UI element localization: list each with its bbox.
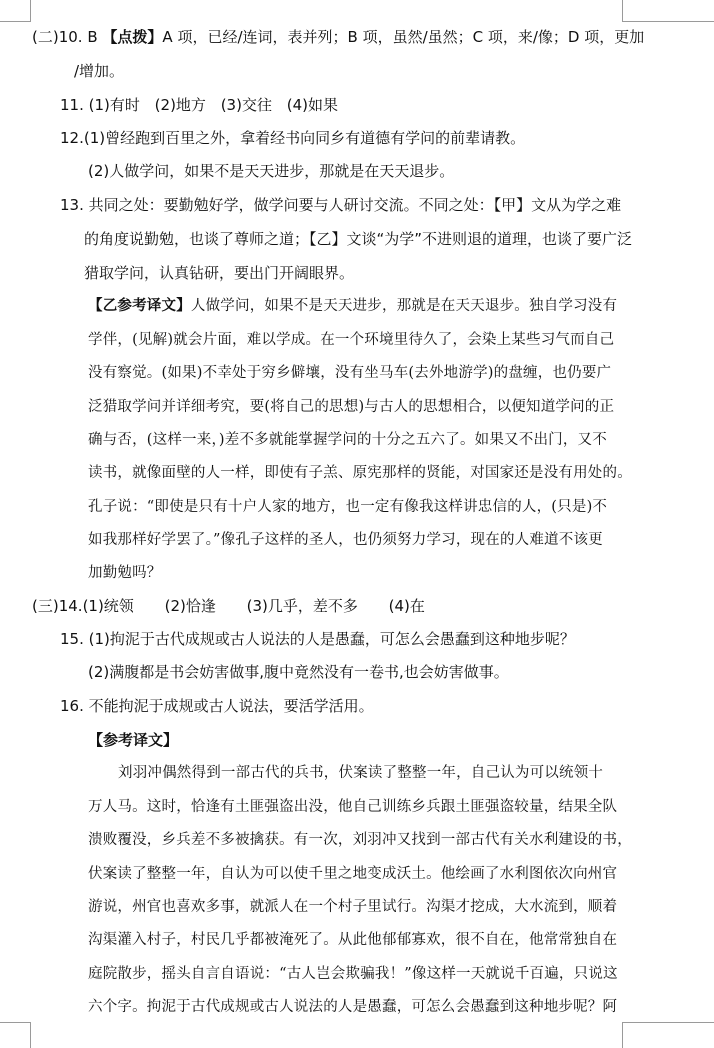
answer-14-item-4: (4)在 [388,597,425,615]
translation-2-line-6: 沟渠灌入村子，村民几乎都被淹死了。从此他郁郁寡欢，很不自在，他常常独自在 [88,932,618,948]
answer-14-item-3: (3)几乎，差不多 [246,597,358,615]
translation-1-line-9: 加勤勉吗？ [88,565,162,581]
answer-11-num: 11. [60,96,84,114]
translation-2-line-7: 庭院散步，摇头自言自语说：“古人岂会欺骗我！”像这样一天就说千百遍，只说这 [88,966,618,982]
translation-1-line-8: 如我那样好学罢了。”像孔子这样的圣人，也仍须努力学习，现在的人难道不该更 [88,532,603,548]
translation-2-line-1: 刘羽冲偶然得到一部古代的兵书，伏案读了整整一年，自己认为可以统领十 [118,765,604,781]
answer-13-l1: 共同之处：要勤勉好学，做学问要与人研讨交流。不同之处：【甲】文从为学之难 [88,196,622,214]
answer-15-num: 15. [60,630,84,648]
crop-mark-top-right-v [622,0,623,22]
translation-1-line-3: 没有察觉。(如果)不幸处于穷乡僻壤，没有坐马车(去外地游学)的盘缠，也仍要广 [88,365,612,381]
answer-13-line-1 [60,195,621,215]
answer-11-item-4: (4)如果 [286,96,338,114]
translation-1-line-2: 学伴，(见解)就会片面，难以学成。在一个环境里待久了，会染上某些习气而自己 [88,332,615,348]
answer-11-item-3: (3)交往 [220,96,272,114]
answer-16 [60,696,374,716]
translation-1-line-6: 读书，就像面壁的人一样，即使有子羔、原宪那样的贤能，对国家还是没有用处的。 [88,465,632,481]
answer-11-item-2: (2)地方 [154,96,206,114]
answer-10-tag: 【点拨】 [102,28,163,46]
answer-15-line-1 [60,629,575,649]
answer-13-num: 13. [60,196,84,214]
translation-2-line-2: 万人马。这时，恰逢有土匪强盗出没，他自己训练乡兵跟土匪强盗较量，结果全队 [88,799,618,815]
answer-12-line-1 [60,128,525,148]
crop-mark-bottom-left-v [30,1022,31,1048]
translation-2-line-5: 游说，州官也喜欢多事，就派人在一个村子里试行。沟渠才挖成，大水流到，顺着 [88,899,618,915]
answer-15-a2: (2)满腹都是书会妨害做事,腹中竟然没有一卷书,也会妨害做事。 [88,663,509,681]
translation-1-line-7: 孔子说：“即使是只有十户人家的地方，也一定有像我这样讲忠信的人，(只是)不 [88,499,608,515]
answer-14 [32,596,425,616]
crop-mark-top-left-h [0,21,30,22]
crop-mark-bottom-left-h [0,1022,30,1023]
crop-mark-bottom-right-v [622,1022,623,1048]
answer-12-num: 12. [60,129,84,147]
answer-13-line-2: 的角度说勤勉，也谈了尊师之道；【乙】文谈“为学”不进则退的道理，也谈了要广泛 [84,230,633,248]
answer-13-line-3: 猎取学问，认真钻研，要出门开阔眼界。 [84,264,355,282]
crop-mark-top-left-v [30,0,31,22]
answer-10-text: A 项，已经/连词，表并列；B 项，虽然/虽然；C 项，来/像；D 项，更加 [162,28,645,46]
answer-15-a1: (1)拘泥于古代成规或古人说法的人是愚蠢，可怎么会愚蠢到这种地步呢？ [88,630,575,648]
answer-10-prefix: (二)10. B [32,28,98,46]
translation-1-tag: 【乙参考译文】 [88,298,191,314]
answer-16-num: 16. [60,697,84,715]
crop-mark-bottom-right-h [622,1022,714,1023]
answer-16-text: 不能拘泥于成规或古人说法，要活学活用。 [88,697,374,715]
translation-2-line-8: 六个字。拘泥于古代成规或古人说法的人是愚蠢，可怎么会愚蠢到这种地步呢？阿 [88,999,618,1015]
translation-1-line-4: 泛猎取学问并详细考究，要(将自己的思想)与古人的思想相合，以便知道学问的正 [88,399,615,415]
answer-11-item-1: (1)有时 [88,96,140,114]
translation-1-line-5: 确与否，(这样一来，)差不多就能掌握学问的十分之五六了。如果又不出门，又不 [88,432,607,448]
answer-14-item-1: (1)统领 [82,597,134,615]
answer-10-continued: /增加。 [74,62,125,80]
answer-14-prefix: (三)14. [32,597,83,615]
answer-12-a1: (1)曾经跑到百里之外，拿着经书向同乡有道德有学问的前辈请教。 [83,129,526,147]
translation-2-line-4: 伏案读了整整一年，自认为可以使千里之地变成沃土。他绘画了水利图依次向州官 [88,866,618,882]
translation-1-line-1 [88,296,617,316]
translation-1-text-1: 人做学问，如果不是天天进步，那就是在天天退步。独自学习没有 [190,298,618,314]
answer-12-a2: (2)人做学问，如果不是天天进步，那就是在天天退步。 [88,162,455,180]
translation-2-line-3: 溃败覆没，乡兵差不多被擒获。有一次，刘羽冲又找到一部古代有关水利建设的书， [88,832,632,848]
translation-2-tag: 【参考译文】 [88,731,179,749]
answer-14-item-2: (2)恰逢 [164,597,216,615]
answer-10 [32,27,644,47]
answer-11 [60,95,338,115]
crop-mark-top-right-h [622,21,714,22]
